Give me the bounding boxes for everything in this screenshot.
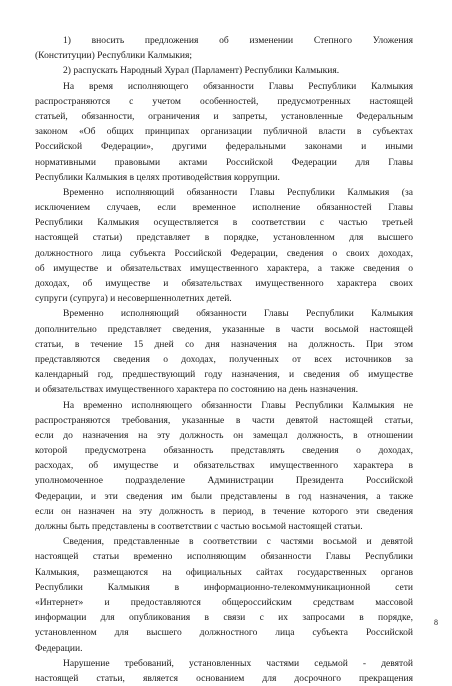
text-line: об имуществе и обязательствах имущественного характера, а также сведения о bbox=[35, 262, 413, 274]
text-line: установленном для высшего должностного лица субъекта Российской bbox=[35, 627, 413, 639]
text-line: должностного лица субъекта Российской Федерации, сведения о своих доходах, bbox=[35, 247, 413, 259]
paragraph-8 bbox=[35, 656, 413, 686]
text-line: доходах, об имуществе и обязательствах имущественного характера своих bbox=[35, 278, 413, 289]
text-line: Калмыкия, размещаются на официальных сайтах государственных органов bbox=[35, 566, 413, 578]
text-line: На временно исполняющего обязанности Главы Республики Калмыкия не bbox=[63, 399, 413, 411]
page-number: 8 bbox=[434, 618, 438, 627]
paragraph-1 bbox=[35, 33, 413, 63]
text-line: статьи, в течение 15 дней со дня назначения на должность. При этом bbox=[35, 338, 413, 350]
text-line: если он назначен на эту должность в период, в течение которого эти сведения bbox=[35, 505, 413, 517]
text-line: Республики Калмыкия осуществляется в соответствии с частью третьей bbox=[35, 217, 413, 229]
text-line: статьей, обязанности, ограничения и запреты, установленные Федеральным bbox=[35, 110, 413, 122]
text-line: настоящей статьи) представляет в порядке, установленном для высшего bbox=[35, 232, 413, 244]
text-line: законом «Об общих принципах организации публичной власти в субъектах bbox=[35, 126, 413, 138]
text-line: супруги (супруга) и несовершеннолетних детей. bbox=[35, 293, 232, 305]
text-line: если до назначения на эту должность он замещал должность, в отношении bbox=[35, 429, 413, 441]
text-line: дополнительно представляет сведения, указанные в части восьмой настоящей bbox=[35, 323, 413, 335]
text-line: Временно исполняющий обязанности Главы Республики Калмыкия bbox=[63, 308, 413, 320]
text-line: уполномоченное подразделение Администрации Президента Российской bbox=[35, 475, 413, 487]
text-line: распространяются требования, указанные в части девятой настоящей статьи, bbox=[35, 414, 413, 426]
text-line: настоящей статьи временно исполняющим обязанности Главы Республики bbox=[35, 551, 413, 563]
text-line: Федерации, и эти сведения им были представлены в год назначения, а также bbox=[35, 490, 413, 502]
paragraph-2 bbox=[35, 63, 413, 78]
text-line: На время исполняющего обязанности Главы Республики Калмыкия bbox=[63, 80, 413, 92]
text-line: 2) распускать Народный Хурал (Парламент) Республики Калмыкия. bbox=[63, 65, 340, 77]
text-line: информации для опубликования в связи с их запросами в порядке, bbox=[35, 612, 413, 624]
text-line: Республики Калмыкия в информационно-телекоммуникационной сети bbox=[35, 581, 413, 593]
paragraph-4 bbox=[35, 185, 413, 307]
text-line: и обязательствах имущественного характера по состоянию на день назначения. bbox=[35, 384, 358, 396]
text-line: Нарушение требований, установленных частями седьмой - девятой bbox=[63, 657, 413, 669]
text-line: Сведения, представленные в соответствии с частями восьмой и девятой bbox=[63, 536, 413, 548]
text-line: распространяются с учетом особенностей, предусмотренных настоящей bbox=[35, 95, 413, 107]
text-line: Республики Калмыкия в целях противодействия коррупции. bbox=[35, 171, 280, 183]
text-line: 1) вносить предложения об изменении Степного Уложения bbox=[63, 35, 413, 46]
text-line: Российской Федерации», другими федеральными законами и иными bbox=[35, 141, 413, 153]
text-line: Временно исполняющий обязанности Главы Республики Калмыкия (за bbox=[63, 186, 413, 198]
paragraph-7 bbox=[35, 534, 413, 656]
text-line: исключением случаев, если временное исполнение обязанностей Главы bbox=[35, 202, 413, 214]
text-line: (Конституции) Республики Калмыкия; bbox=[35, 50, 193, 62]
text-line: представляются сведения о доходах, полученных от всех источников за bbox=[35, 353, 413, 365]
paragraph-6 bbox=[35, 398, 413, 535]
paragraph-5 bbox=[35, 306, 413, 397]
text-line: настоящей статьи, является основанием для досрочного прекращения bbox=[35, 672, 413, 684]
text-line: календарный год, предшествующий году назначения, и сведения об имуществе bbox=[35, 369, 413, 381]
text-line: Федерации. bbox=[35, 642, 83, 654]
document-body bbox=[35, 33, 413, 686]
paragraph-3 bbox=[35, 79, 413, 185]
text-line: которой предусмотрена обязанность представлять сведения о доходах, bbox=[35, 445, 413, 457]
text-line: нормативными правовыми актами Российской Федерации для Главы bbox=[35, 156, 413, 168]
text-line: расходах, об имуществе и обязательствах имущественного характера в bbox=[35, 460, 413, 472]
text-line: должны быть представлены в соответствии с частью восьмой настоящей статьи. bbox=[35, 521, 363, 532]
text-line: «Интернет» и предоставляются общероссийским средствам массовой bbox=[35, 596, 413, 608]
